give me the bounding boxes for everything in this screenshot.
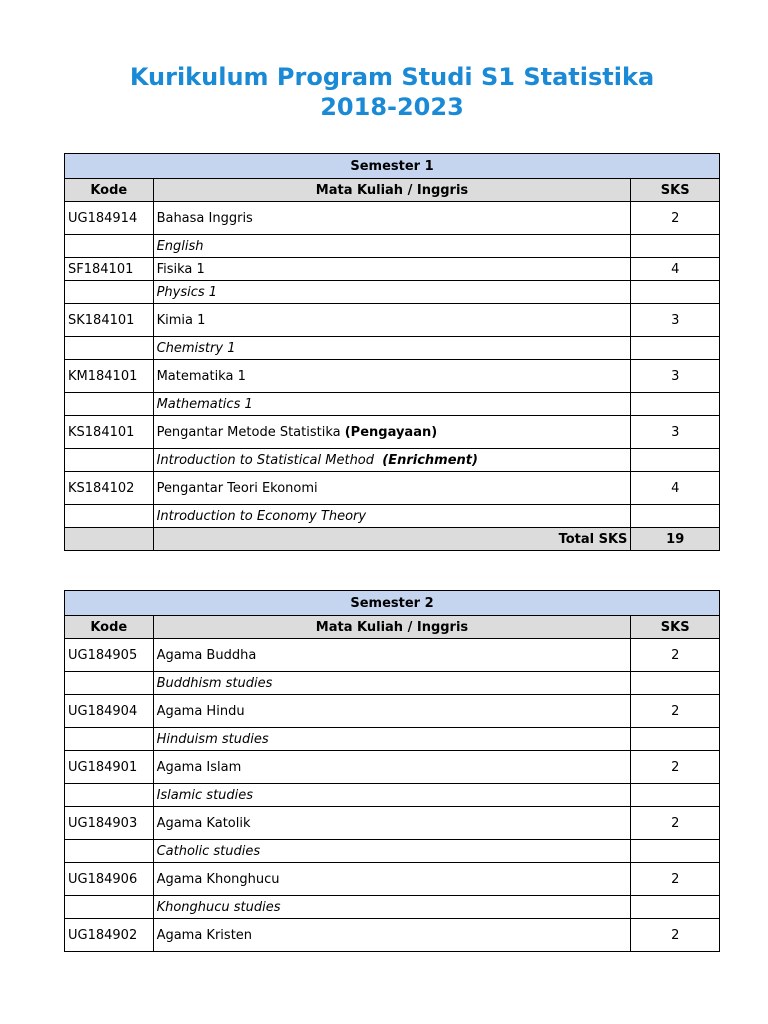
course-name: Bahasa Inggris (153, 202, 631, 235)
course-row (65, 202, 720, 235)
course-english-row (65, 784, 720, 807)
course-name: Pengantar Metode Statistika (Pengayaan) (153, 416, 631, 449)
course-row (65, 360, 720, 393)
total-row (65, 528, 720, 551)
course-english-name: Buddhism studies (153, 672, 631, 695)
total-label: Total SKS (153, 528, 631, 551)
course-row (65, 472, 720, 505)
course-sks: 2 (631, 807, 720, 840)
course-english-row (65, 235, 720, 258)
course-english-name: Introduction to Economy Theory (153, 505, 631, 528)
course-sks: 3 (631, 360, 720, 393)
course-english-name: Mathematics 1 (153, 393, 631, 416)
enrichment-tag: (Pengayaan) (344, 424, 438, 440)
course-english-row (65, 505, 720, 528)
semester-header (65, 591, 720, 616)
course-kode: KS184101 (65, 416, 154, 449)
course-kode: KM184101 (65, 360, 154, 393)
course-english-row (65, 840, 720, 863)
course-english-row (65, 728, 720, 751)
course-english-name: Introduction to Statistical Method (Enrichment) (153, 449, 631, 472)
title-line-1: Kurikulum Program Studi S1 Statistika (129, 63, 655, 91)
column-header-row (65, 616, 720, 639)
course-kode: UG184901 (65, 751, 154, 784)
course-row (65, 639, 720, 672)
column-header-row (65, 179, 720, 202)
course-kode: UG184902 (65, 919, 154, 952)
course-name: Pengantar Teori Ekonomi (153, 472, 631, 505)
course-english-row (65, 896, 720, 919)
column-header-kode: Kode (65, 616, 154, 639)
course-english-name: Hinduism studies (153, 728, 631, 751)
course-row (65, 416, 720, 449)
course-sks: 2 (631, 919, 720, 952)
semester-2-table (64, 590, 720, 952)
course-english-row (65, 337, 720, 360)
course-english-name: Chemistry 1 (153, 337, 631, 360)
title-line-2: 2018-2023 (320, 93, 464, 121)
course-english-row (65, 449, 720, 472)
course-english-name: Islamic studies (153, 784, 631, 807)
course-english-name: English (153, 235, 631, 258)
course-row (65, 695, 720, 728)
enrichment-tag-english: (Enrichment) (382, 452, 478, 468)
course-kode: UG184903 (65, 807, 154, 840)
course-name: Fisika 1 (153, 258, 631, 281)
course-row (65, 304, 720, 337)
course-name: Agama Islam (153, 751, 631, 784)
course-row (65, 807, 720, 840)
course-name: Matematika 1 (153, 360, 631, 393)
course-english-row (65, 672, 720, 695)
course-sks: 2 (631, 639, 720, 672)
column-header-sks: SKS (631, 616, 720, 639)
course-kode: UG184914 (65, 202, 154, 235)
course-sks: 4 (631, 258, 720, 281)
course-name: Agama Katolik (153, 807, 631, 840)
page-title (0, 62, 768, 122)
course-sks: 2 (631, 695, 720, 728)
course-name: Kimia 1 (153, 304, 631, 337)
course-english-name: Khonghucu studies (153, 896, 631, 919)
course-english-row (65, 393, 720, 416)
course-row (65, 919, 720, 952)
course-kode: SF184101 (65, 258, 154, 281)
semester-1-table (64, 153, 720, 551)
course-name: Agama Kristen (153, 919, 631, 952)
semester-label: Semester 2 (65, 591, 720, 616)
course-name: Agama Hindu (153, 695, 631, 728)
course-english-name: Catholic studies (153, 840, 631, 863)
course-sks: 2 (631, 863, 720, 896)
course-name: Agama Buddha (153, 639, 631, 672)
total-value: 19 (631, 528, 720, 551)
column-header-mata-kuliah: Mata Kuliah / Inggris (153, 179, 631, 202)
course-name: Agama Khonghucu (153, 863, 631, 896)
course-row (65, 863, 720, 896)
semester-header (65, 154, 720, 179)
course-sks: 3 (631, 304, 720, 337)
course-row (65, 751, 720, 784)
course-kode: UG184906 (65, 863, 154, 896)
course-kode: UG184905 (65, 639, 154, 672)
column-header-kode: Kode (65, 179, 154, 202)
course-sks: 2 (631, 751, 720, 784)
course-sks: 3 (631, 416, 720, 449)
course-english-name: Physics 1 (153, 281, 631, 304)
course-row (65, 258, 720, 281)
course-english-row (65, 281, 720, 304)
semester-label: Semester 1 (65, 154, 720, 179)
course-kode: KS184102 (65, 472, 154, 505)
course-sks: 2 (631, 202, 720, 235)
course-kode: UG184904 (65, 695, 154, 728)
column-header-sks: SKS (631, 179, 720, 202)
column-header-mata-kuliah: Mata Kuliah / Inggris (153, 616, 631, 639)
course-sks: 4 (631, 472, 720, 505)
course-kode: SK184101 (65, 304, 154, 337)
